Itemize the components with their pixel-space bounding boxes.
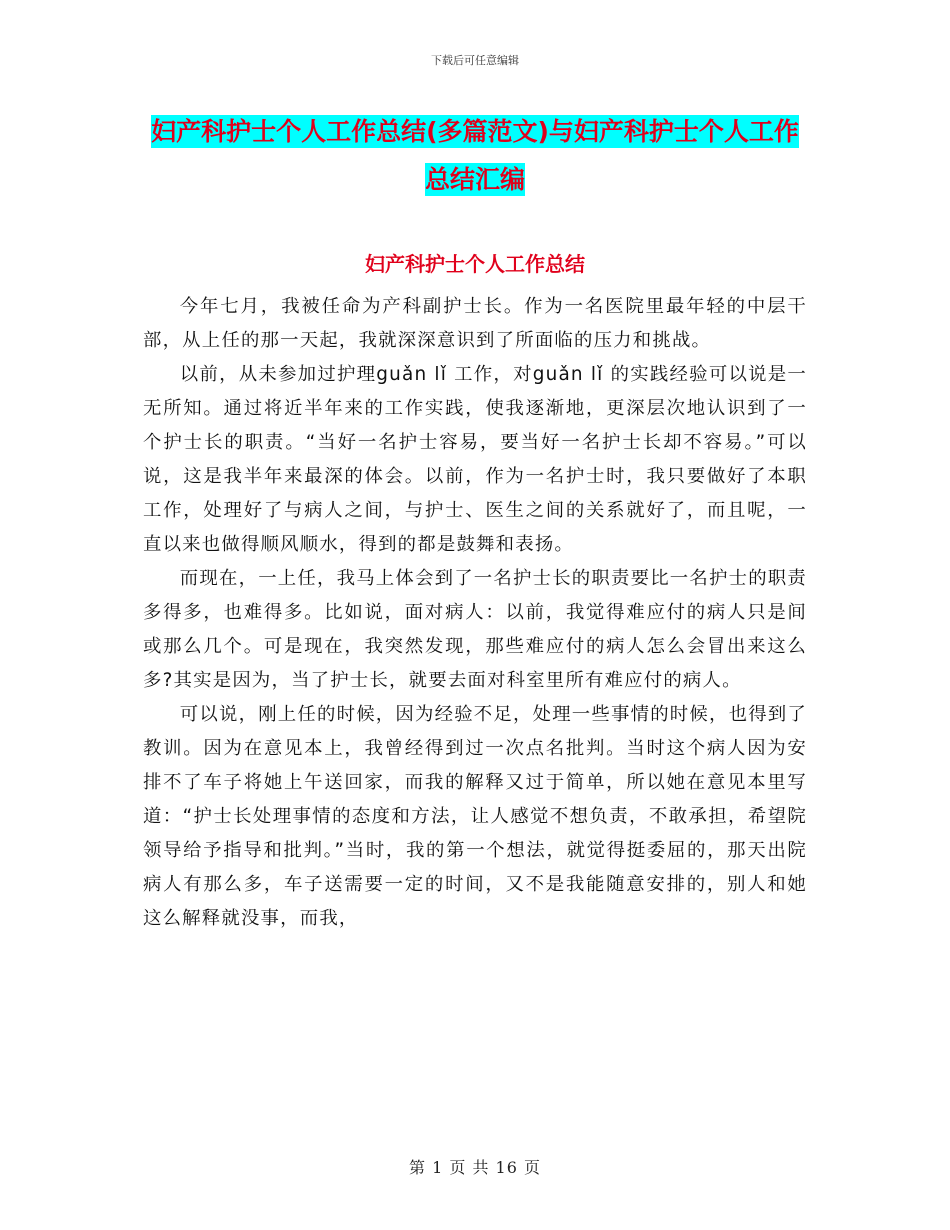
paragraph: 以前，从未参加过护理guǎn lǐ 工作，对guǎn lǐ 的实践经验可以说是一无所知。通过将近半年来的工作实践，使我逐渐地，更深层次地认识到了一个护士长的职责。“当好一名护士容易，要当好一名护士长却不容易。”可以说，这是我半年来最深的体会。以前，作为一名护士时，我只要做好了本职工作，处理好了与病人之间，与护士、医生之间的关系就好了，而且呢，一直以来也做得顺风顺水，得到的都是鼓舞和表扬。 <box>143 364 807 555</box>
section-title: 妇产科护士个人工作总结 <box>365 252 585 276</box>
document-title-text: 妇产科护士个人工作总结(多篇范文)与妇产科护士个人工作总结汇编 <box>151 117 799 194</box>
body-text <box>143 290 807 936</box>
paragraph: 可以说，刚上任的时候，因为经验不足，处理一些事情的时候，也得到了教训。因为在意见本上，我曾经得到过一次点名批判。当时这个病人因为安排不了车子将她上午送回家，而我的解释又过于简单，所以她在意见本里写道：“护士长处理事情的态度和方法，让人感觉不想负责，不敢承担，希望院领导给予指导和批判。”当时，我的第一个想法，就觉得挺委屈的，那天出院病人有那么多，车子送需要一定的时间，又不是我能随意安排的，别人和她这么解释就没事，而我， <box>143 704 807 929</box>
page-number-footer: 第 1 页 共 16 页 <box>409 1158 541 1177</box>
document-title <box>140 108 810 204</box>
paragraph: 而现在，一上任，我马上体会到了一名护士长的职责要比一名护士的职责多得多，也难得多。比如说，面对病人：以前，我觉得难应付的病人只是间或那么几个。可是现在，我突然发现，那些难应付的病人怎么会冒出来这么多?其实是因为，当了护士长，就要去面对科室里所有难应付的病人。 <box>143 568 807 691</box>
paragraph: 今年七月，我被任命为产科副护士长。作为一名医院里最年轻的中层干部，从上任的那一天起，我就深深意识到了所面临的压力和挑战。 <box>143 296 807 351</box>
header-note: 下载后可任意编辑 <box>431 54 519 67</box>
